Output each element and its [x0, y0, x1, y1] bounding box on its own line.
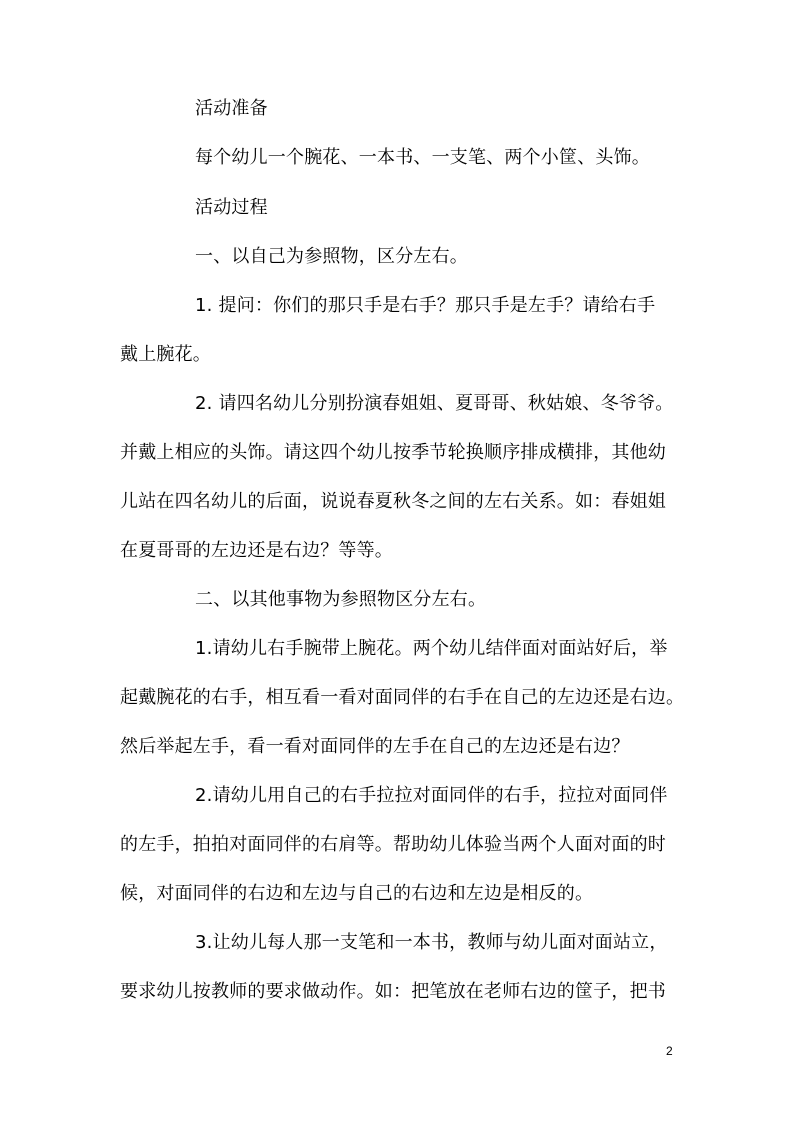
paragraph-line: 起戴腕花的右手，相互看一看对面同伴的右手在自己的左边还是右边。 [120, 687, 685, 708]
paragraph-line: 3.让幼儿每人那一支笔和一本书，教师与幼儿面对面站立， [195, 932, 668, 953]
paragraph-line: 然后举起左手，看一看对面同伴的左手在自己的左边还是右边？ [120, 736, 630, 757]
paragraph-line: 在夏哥哥的左边还是右边？等等。 [120, 540, 393, 561]
paragraph-line: 戴上腕花。 [120, 344, 211, 365]
paragraph-line: 2.请幼儿用自己的右手拉拉对面同伴的右手，拉拉对面同伴 [195, 785, 668, 806]
page-number: 2 [666, 1044, 673, 1058]
paragraph-line: 1. 提问：你们的那只手是右手？那只手是左手？请给右手 [195, 295, 656, 316]
paragraph-line: 2. 请四名幼儿分别扮演春姐姐、夏哥哥、秋姑娘、冬爷爷。 [195, 393, 674, 414]
section-heading-two: 二、以其他事物为参照物区分左右。 [195, 589, 487, 610]
section-heading-one: 一、以自己为参照物，区分左右。 [195, 246, 468, 267]
paragraph-line: 候，对面同伴的右边和左边与自己的右边和左边是相反的。 [120, 883, 594, 904]
paragraph-line: 要求幼儿按教师的要求做动作。如：把笔放在老师右边的筐子，把书 [120, 981, 666, 1002]
paragraph-line: 1.请幼儿右手腕带上腕花。两个幼儿结伴面对面站好后，举 [195, 638, 668, 659]
paragraph-line: 并戴上相应的头饰。请这四个幼儿按季节轮换顺序排成横排，其他幼 [120, 442, 666, 463]
paragraph-line: 儿站在四名幼儿的后面，说说春夏秋冬之间的左右关系。如：春姐姐 [120, 491, 666, 512]
paragraph-line: 每个幼儿一个腕花、一本书、一支笔、两个小筐、头饰。 [195, 147, 650, 168]
paragraph-line: 的左手，拍拍对面同伴的右肩等。帮助幼儿体验当两个人面对面的时 [120, 834, 666, 855]
heading-activity-process: 活动过程 [195, 197, 268, 218]
heading-activity-preparation: 活动准备 [195, 98, 268, 119]
